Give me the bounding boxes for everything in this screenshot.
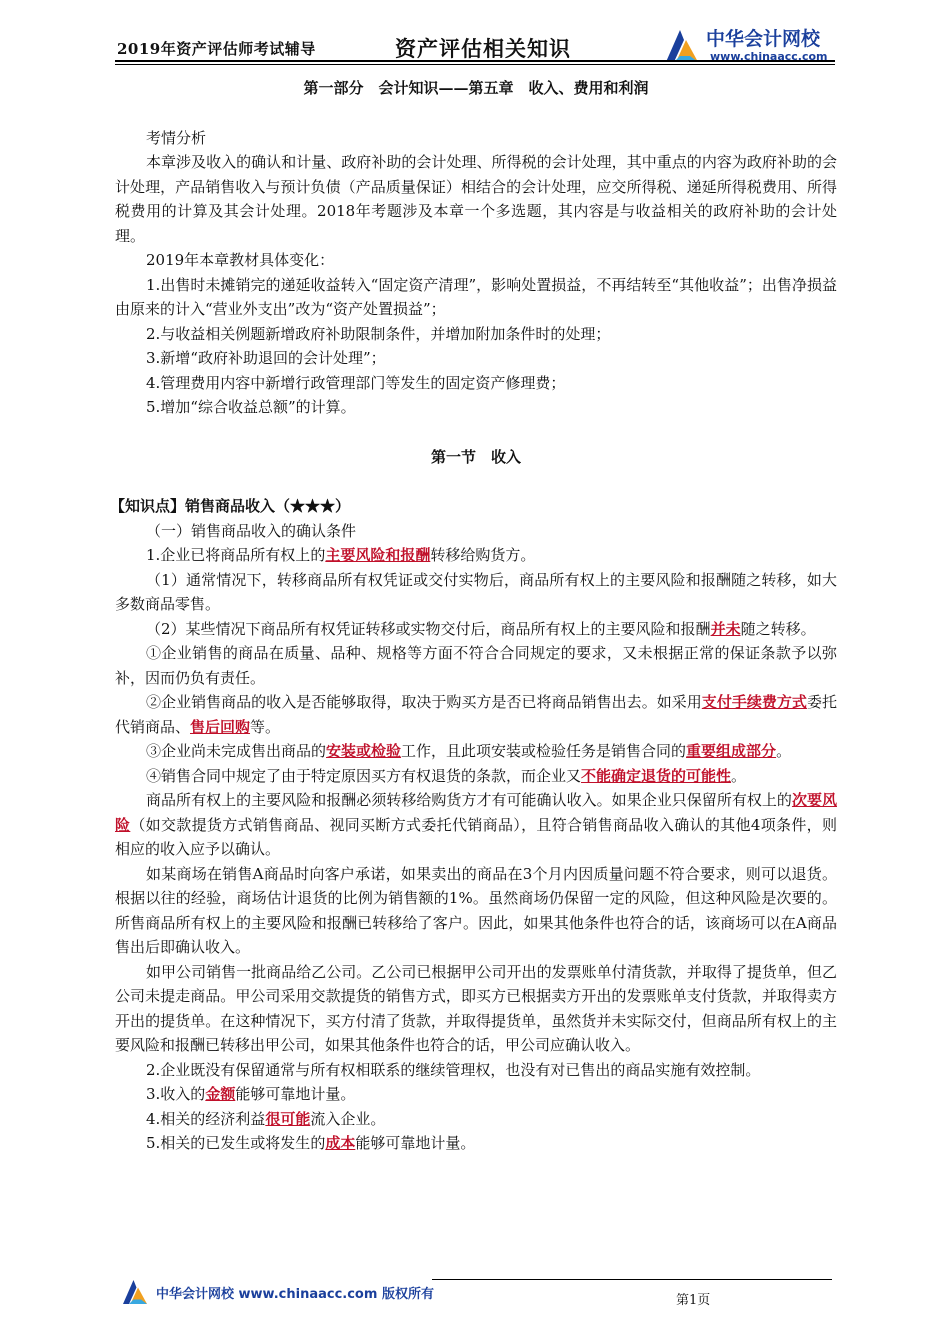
footer-logo-icon xyxy=(118,1277,152,1307)
text: （如交款提货方式销售商品、视同买断方式委托代销商品），且符合销售商品收入确认的其他4项条件，则相应的收入应予以确认。 xyxy=(115,815,837,858)
change-item: 3.新增“政府补助退回的会计处理”； xyxy=(146,349,386,367)
text: 能够可靠地计量。 xyxy=(235,1085,356,1103)
condition-3 xyxy=(115,1082,837,1107)
change-item: 2.与收益相关例题新增政府补助限制条件，并增加附加条件时的处理； xyxy=(146,324,611,343)
paragraph-2 xyxy=(115,617,837,642)
section-title: 第一节 收入 xyxy=(430,447,521,466)
case-3 xyxy=(115,739,837,764)
example-1: 如某商场在销售A商品时向客户承诺，如果卖出的商品在3个月内因质量问题不符合要求，则可以退货。根据以往的经验，商场估计退货的比例为销售额的1%。虽然商场仍保留一定的风险，但这种风险是次要的。所售商品所有权上的主要风险和报酬已转移给了客户。因此，如果其他条件也符合的话，该商场可以在A商品售出后即确认收入。 xyxy=(115,864,837,956)
text: 能够可靠地计量。 xyxy=(355,1134,476,1152)
header-rule-thin xyxy=(115,64,835,65)
text: 3.收入的 xyxy=(146,1085,206,1103)
keyword-highlight: 很可能 xyxy=(265,1109,311,1128)
keyword-highlight: 售后回购 xyxy=(190,717,251,736)
chapter-title: 第一部分 会计知识——第五章 收入、费用和利润 xyxy=(303,79,649,97)
text: 商品所有权上的主要风险和报酬必须转移给购货方才有可能确认收入。如果企业只保留所有权上的 xyxy=(146,791,792,809)
keyword-highlight: 成本 xyxy=(325,1134,356,1152)
change-item: 5.增加“综合收益总额”的计算。 xyxy=(146,398,356,416)
document-body xyxy=(110,74,837,1156)
condition-2: 2.企业既没有保留通常与所有权相联系的继续管理权，也没有对已售出的商品实施有效控制。 xyxy=(146,1060,761,1079)
changes-heading: 2019年本章教材具体变化： xyxy=(146,251,335,269)
keyword-highlight: 重要组成部分 xyxy=(686,742,777,760)
case-4 xyxy=(115,764,837,789)
text: 流入企业。 xyxy=(310,1109,386,1128)
text: 5.相关的已发生或将发生的 xyxy=(146,1134,326,1152)
text: 委托代销商品、 xyxy=(115,693,837,736)
footer-rule xyxy=(432,1279,832,1280)
condition-1 xyxy=(115,543,837,568)
keyword-highlight: 主要风险和报酬 xyxy=(325,546,431,564)
keyword-highlight: 安装或检验 xyxy=(326,742,402,760)
logo-title: 中华会计网校 xyxy=(706,28,821,50)
paragraph-3 xyxy=(115,788,837,862)
paragraph-1: （1）通常情况下，转移商品所有权凭证或交付实物后，商品所有权上的主要风险和报酬随之转移，如大多数商品零售。 xyxy=(115,570,837,613)
text: 1.企业已将商品所有权上的 xyxy=(146,546,326,564)
knowledge-point-heading: 【知识点】销售商品收入（★★★） xyxy=(110,497,351,515)
text: 。 xyxy=(731,766,747,785)
text: ③企业尚未完成售出商品的 xyxy=(146,742,327,760)
header-subject-title: 资产评估相关知识 xyxy=(395,36,571,61)
logo-url: www.chinaacc.com xyxy=(710,50,828,63)
footer-copyright[interactable]: 中华会计网校 www.chinaacc.com 版权所有 xyxy=(156,1287,434,1302)
change-item: 1.出售时未摊销完的递延收益转入“固定资产清理”，影响处置损益，不再结转至“其他收益”；出售净损益由原来的计入“营业外支出”改为“资产处置损益”； xyxy=(115,275,837,318)
text: 工作，且此项安装或检验任务是销售合同的 xyxy=(401,742,687,760)
text: （2）某些情况下商品所有权凭证转移或实物交付后，商品所有权上的主要风险和报酬 xyxy=(146,619,711,638)
header-rule xyxy=(115,60,835,62)
case-2 xyxy=(115,690,837,739)
analysis-paragraph: 本章涉及收入的确认和计量、政府补助的会计处理、所得税的会计处理，其中重点的内容为政府补助的会计处理，产品销售收入与预计负债（产品质量保证）相结合的会计处理，应交所得税、递延所得税费用、所得税费用的计算及其会计处理。2018年考题涉及本章一个多选题，其内容是与收益相关的政府补助的会计处理。 xyxy=(115,153,837,245)
text: ②企业销售商品的收入是否能够取得，取决于购买方是否已将商品销售出去。如采用 xyxy=(146,693,702,711)
text: 4.相关的经济利益 xyxy=(146,1109,266,1128)
keyword-highlight: 次要风险 xyxy=(115,791,837,834)
keyword-highlight: 支付手续费方式 xyxy=(701,693,807,711)
text: 等。 xyxy=(250,717,281,736)
analysis-heading: 考情分析 xyxy=(146,128,207,147)
condition-4 xyxy=(115,1107,837,1132)
text: 转移给购货方。 xyxy=(430,546,536,564)
keyword-highlight: 金额 xyxy=(205,1085,236,1103)
spacer xyxy=(115,101,837,126)
case-1: ①企业销售的商品在质量、品种、规格等方面不符合合同规定的要求，又未根据正常的保证条款予以弥补，因而仍负有责任。 xyxy=(115,644,837,687)
spacer xyxy=(115,469,837,494)
keyword-highlight: 并未 xyxy=(710,619,741,638)
example-2: 如甲公司销售一批商品给乙公司。乙公司已根据甲公司开出的发票账单付清货款，并取得了提货单，但乙公司未提走商品。甲公司采用交款提货的销售方式，即买方已根据卖方开出的发票账单支付货款，并取得卖方开出的提货单。在这种情况下，买方付清了货款，并取得提货单，虽然货并未实际交付，但商品所有权上的主要风险和报酬已转移出甲公司，如果其他条件也符合的话，甲公司应确认收入。 xyxy=(115,962,837,1054)
header-exam-title: 2019年资产评估师考试辅导 xyxy=(117,40,316,58)
subheading: （一）销售商品收入的确认条件 xyxy=(146,521,357,540)
text: ④销售合同中规定了由于特定原因买方有权退货的条款，而企业又 xyxy=(146,766,582,785)
text: 。 xyxy=(776,742,792,760)
spacer xyxy=(115,420,837,445)
page-number: 第1页 xyxy=(676,1293,711,1308)
condition-5 xyxy=(115,1131,837,1156)
keyword-highlight: 不能确定退货的可能性 xyxy=(581,766,732,785)
text: 随之转移。 xyxy=(740,619,816,638)
change-item: 4.管理费用内容中新增行政管理部门等发生的固定资产修理费； xyxy=(146,373,566,392)
